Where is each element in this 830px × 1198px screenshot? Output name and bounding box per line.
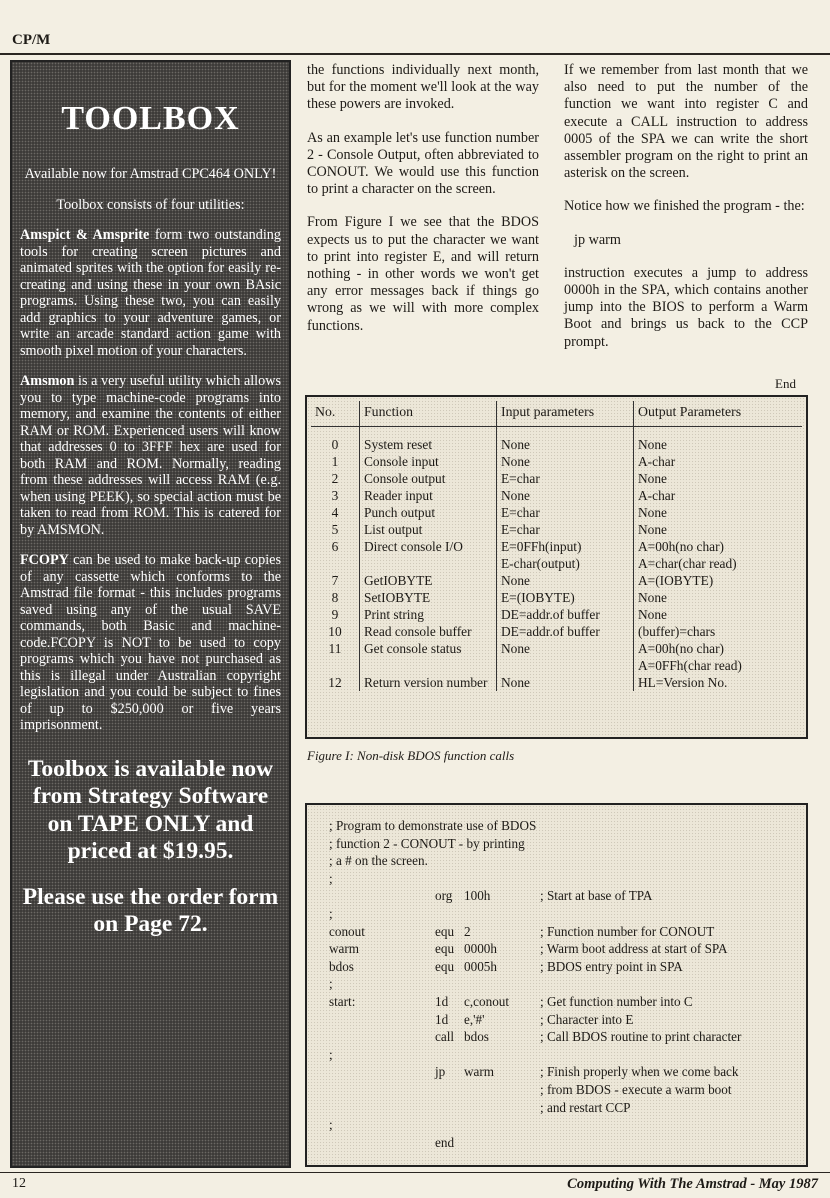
article-paragraph: If we remember from last month that we also need to put the number of the function we want into register C and execute a CALL instruction to address 0005 of the SPA we can write the short assembler program on the right to print an asterisk on the screen.	[564, 62, 808, 182]
end-mark: End	[775, 376, 796, 391]
ad-text-amspict: form two outstanding tools for creating screen pictures and animated sprites with the option for easily re-creating and using these in your own BAsic programs. Using these two, you can easily add graphics to your adventure games, or write an arcade standard action game with smooth pixel motion of your characters.	[20, 227, 281, 359]
cell-input: None	[497, 453, 634, 470]
cell-function: Return version number	[360, 674, 497, 691]
table-row	[311, 623, 802, 640]
col-header-output: Output Parameters	[634, 401, 803, 427]
ad-promo-price: Toolbox is available now from Strategy Software on TAPE ONLY and priced at $19.95.	[27, 755, 274, 864]
cell-no: 10	[328, 624, 342, 639]
toolbox-ad	[10, 60, 291, 1168]
cell-input: E=(IOBYTE)	[497, 589, 634, 606]
listing-comment: ; from BDOS - execute a warm boot	[540, 1082, 732, 1097]
cell-input: DE=addr.of buffer	[497, 623, 634, 640]
listing-comment: ; Finish properly when we come back	[540, 1064, 739, 1080]
listing-comment: ; Start at base of TPA	[540, 888, 653, 904]
listing-label: ;	[329, 1046, 333, 1062]
ad-paragraph-amspict	[20, 227, 281, 359]
cell-input: E-char(output)	[497, 555, 634, 572]
cell-output: None	[634, 470, 803, 487]
article-paragraph: Notice how we finished the program - the:	[564, 198, 805, 215]
cell-no: 4	[331, 505, 339, 520]
cell-input: E=char	[497, 504, 634, 521]
table-row	[311, 453, 802, 470]
listing-label: conout	[329, 923, 365, 939]
ad-paragraph-fcopy	[20, 552, 281, 734]
table-row	[311, 521, 802, 538]
listing-operand: c,conout	[464, 994, 510, 1009]
cell-output: A=00h(no char)	[634, 538, 803, 555]
ad-term-amspict: Amspict & Amsprite	[20, 227, 150, 243]
publication-title: Computing With The Amstrad - May 1987	[567, 1176, 818, 1192]
ad-promo-order: Please use the order form on Page 72.	[22, 883, 279, 937]
cell-input: None	[497, 674, 634, 691]
footer-rule	[0, 1172, 830, 1173]
page-number: 12	[12, 1176, 26, 1191]
listing-label: ;	[329, 976, 333, 992]
listing-opcode: equ	[435, 941, 455, 957]
function-table	[311, 401, 802, 691]
cell-function: System reset	[360, 436, 497, 453]
cell-function: Reader input	[360, 487, 497, 504]
cell-input: None	[497, 640, 634, 657]
cell-function	[360, 555, 497, 572]
cell-no: 6	[331, 539, 339, 554]
cell-output: A=0FFh(char read)	[634, 657, 803, 674]
cell-input	[497, 657, 634, 674]
cell-function: Console output	[360, 470, 497, 487]
cell-input: None	[497, 572, 634, 589]
listing-comment: ; Function number for CONOUT	[540, 923, 715, 939]
table-row	[311, 606, 802, 623]
listing-operand: warm	[464, 1064, 495, 1080]
cell-input: E=char	[497, 470, 634, 487]
listing-opcode: jp	[435, 1064, 446, 1080]
cell-no: 2	[331, 471, 339, 486]
program-listing	[305, 803, 808, 1167]
cell-function: Read console buffer	[360, 623, 497, 640]
cell-no: 9	[331, 607, 339, 622]
listing-operand: 0005h	[464, 958, 497, 974]
figure-caption: Figure I: Non-disk BDOS function calls	[307, 748, 515, 763]
table-row	[311, 572, 802, 589]
col-header-no: No.	[311, 401, 360, 427]
cell-output: A=00h(no char)	[634, 640, 803, 657]
article-paragraph: the functions individually next month, but for the moment we'll look at the way these powers are invoked.	[307, 62, 539, 113]
table-spacer	[311, 427, 802, 437]
cell-output: (buffer)=chars	[634, 623, 803, 640]
listing-operand: 100h	[464, 888, 491, 904]
cell-no: 11	[328, 641, 342, 656]
cell-function: Direct console I/O	[360, 538, 497, 555]
cell-output: A-char	[634, 487, 803, 504]
cell-output: A=(IOBYTE)	[634, 572, 803, 589]
listing-comment: ; Character into E	[540, 1011, 634, 1027]
listing-opcode: 1d	[435, 1011, 449, 1027]
listing-label: ; a # on the screen.	[329, 853, 428, 869]
col-header-input: Input parameters	[497, 401, 634, 427]
article-paragraph: instruction executes a jump to address 0000h in the SPA, which contains another jump into the BIOS to perform a Warm Boot and brings us back to the CCP prompt.	[564, 264, 808, 350]
listing-opcode: call	[435, 1029, 455, 1045]
cell-no: 8	[331, 590, 339, 605]
cell-output: None	[634, 606, 803, 623]
listing-opcode: end	[435, 1134, 455, 1150]
code-snippet: jp warm	[574, 231, 621, 248]
col-header-function: Function	[360, 401, 497, 427]
listing-opcode: equ	[435, 958, 455, 974]
cell-no: 7	[331, 573, 339, 588]
listing-label: bdos	[329, 958, 354, 974]
cell-function: Print string	[360, 606, 497, 623]
listing-opcode: equ	[435, 923, 455, 939]
listing-operand: e,'#'	[464, 1011, 485, 1027]
article-paragraph: From Figure I we see that the BDOS expects us to put the character we want to print into register E, and will return nothing - in other words we won't get any error messages back if things go wrong as we will with more complex functions.	[307, 214, 539, 334]
ad-availability: Available now for Amstrad CPC464 ONLY!	[24, 166, 277, 182]
table-row	[311, 538, 802, 555]
listing-comment: ; Warm boot address at start of SPA	[540, 941, 728, 957]
cell-no: 12	[328, 675, 342, 690]
listing-label: ; function 2 - CONOUT - by printing	[329, 835, 525, 851]
listing-comment: ; Call BDOS routine to print character	[540, 1029, 742, 1045]
article-column-2	[564, 62, 808, 367]
cell-function: SetIOBYTE	[360, 589, 497, 606]
cell-no: 0	[331, 437, 339, 452]
ad-text-fcopy: can be used to make back-up copies of any cassette which conforms to the Amstrad file format - this includes programs saved using any of the usual SAVE commands, both Basic and machine-code.FCOPY is NOT to be used to copy programs which you have not purchased as this is illegal under Australian copyright legislation and you could be subject to fines of up to $250,000 or five years imprisonment.	[20, 552, 281, 733]
table-row	[311, 487, 802, 504]
ad-title: TOOLBOX	[61, 100, 240, 137]
listing-label: ;	[329, 870, 333, 886]
listing-comment: ; BDOS entry point in SPA	[540, 958, 683, 974]
table-row	[311, 657, 802, 674]
cell-function: List output	[360, 521, 497, 538]
cell-input: None	[497, 436, 634, 453]
listing-comment: ; and restart CCP	[540, 1099, 631, 1115]
listing-label: ;	[329, 906, 333, 921]
cell-output: None	[634, 521, 803, 538]
cell-input: E=0FFh(input)	[497, 538, 634, 555]
ad-term-amsmon: Amsmon	[20, 373, 75, 389]
cell-function: GetIOBYTE	[360, 572, 497, 589]
table-body	[311, 427, 802, 692]
table-row	[311, 555, 802, 572]
cell-output: A-char	[634, 453, 803, 470]
cell-output: A=char(char read)	[634, 555, 803, 572]
ad-paragraph-amsmon	[20, 373, 281, 538]
ad-intro: Toolbox consists of four utilities:	[56, 196, 245, 213]
cell-output: None	[634, 504, 803, 521]
article-column-1	[307, 62, 539, 351]
cell-input: E=char	[497, 521, 634, 538]
listing-operand: bdos	[464, 1029, 489, 1045]
ad-term-fcopy: FCOPY	[20, 552, 69, 568]
article-paragraph: As an example let's use function number 2 - Console Output, often abbreviated to CONOUT. We would use this function to print a character on the screen.	[307, 129, 539, 198]
table-row	[311, 504, 802, 521]
cell-input: DE=addr.of buffer	[497, 606, 634, 623]
section-header: CP/M	[12, 32, 51, 48]
listing-operand: 0000h	[464, 941, 497, 957]
header-rule	[0, 53, 830, 55]
cell-no: 1	[331, 454, 339, 469]
listing-opcode: org	[435, 888, 453, 904]
cell-no: 3	[331, 488, 339, 503]
cell-no	[311, 555, 360, 572]
table-row	[311, 436, 802, 453]
listing-comment: ; Get function number into C	[540, 994, 693, 1009]
cell-input: None	[497, 487, 634, 504]
listing-operand: 2	[464, 923, 471, 939]
cell-no: 5	[331, 522, 339, 537]
ad-text-amsmon: is a very useful utility which allows you to type machine-code programs into memory, and examine the contents of either RAM or ROM. Experienced users will know that addresses 0 to 3FFF hex are used for both RAM and ROM. Normally, reading from these addresses will access RAM (e.g. when using PEEK), so special action must be taken to read from ROM. This is catered for by AMSMON.	[20, 373, 281, 538]
table-row	[311, 589, 802, 606]
cell-function: Get console status	[360, 640, 497, 657]
cell-function	[360, 657, 497, 674]
table-row	[311, 640, 802, 657]
cell-output: None	[634, 436, 803, 453]
listing-opcode: 1d	[435, 994, 449, 1009]
cell-function: Punch output	[360, 504, 497, 521]
table-header-row	[311, 401, 802, 427]
cell-output: None	[634, 589, 803, 606]
cell-no	[311, 657, 360, 674]
listing-label: ; Program to demonstrate use of BDOS	[329, 818, 537, 833]
cell-function: Console input	[360, 453, 497, 470]
listing-label: ;	[329, 1117, 333, 1133]
table-row	[311, 674, 802, 691]
listing-label: start:	[329, 994, 356, 1009]
listing-label: warm	[329, 941, 360, 957]
table-row	[311, 470, 802, 487]
bdos-function-table	[305, 395, 808, 739]
cell-output: HL=Version No.	[634, 674, 803, 691]
